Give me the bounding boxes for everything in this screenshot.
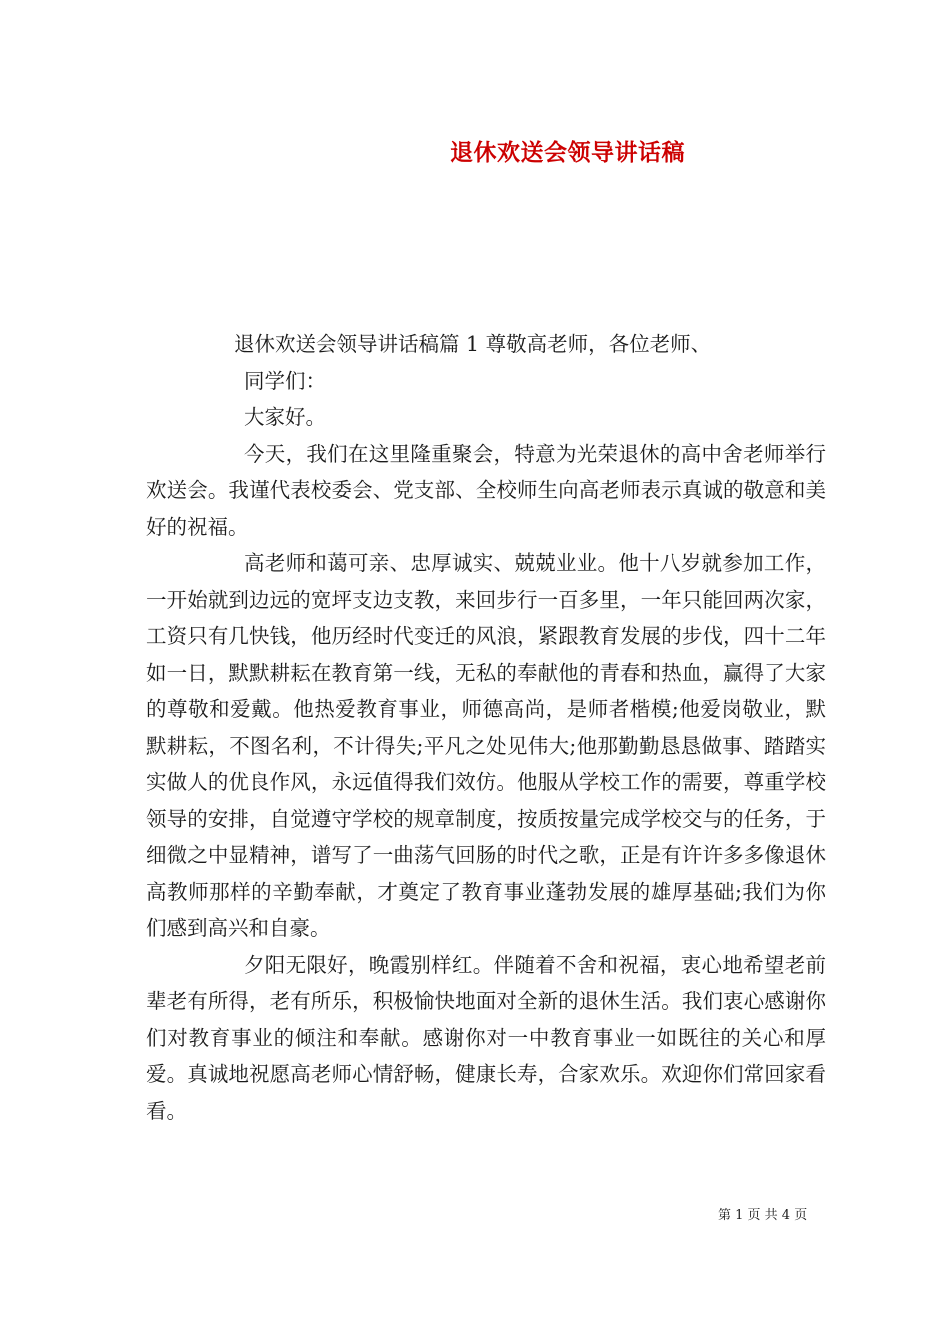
paragraph-greeting: 大家好。 [244, 405, 326, 429]
paragraph-opening: 退休欢送会领导讲话稿篇 1 尊敬高老师，各位老师、 [234, 332, 712, 356]
paragraph-tribute: 高老师和蔼可亲、忠厚诚实、兢兢业业。他十八岁就参加工作，一开始就到边远的宽坪支边支教，来回步行一百多里，一年只能回两次家，工资只有几快钱，他历经时代变迁的风浪，紧跟教育发展的步伐，四十二年如一日，默默耕耘在教育第一线，无私的奉献他的青春和热血，赢得了大家的尊敬和爱戴。他热爱教育事业，师德高尚，是师者楷模;他爱岗敬业，默默耕耘，不图名利，不计得失;平凡之处见伟大;他那勤勤恳恳做事、踏踏实实做人的优良作风，永远值得我们效仿。他服从学校工作的需要，尊重学校领导的安排，自觉遵守学校的规章制度，按质按量完成学校交与的任务，于细微之中显精神，谱写了一曲荡气回肠的时代之歌，正是有许许多多像退休高教师那样的辛勤奉献，才奠定了教育事业蓬勃发展的雄厚基础;我们为你们感到高兴和自豪。 [146, 551, 826, 940]
document-title: 退休欢送会领导讲话稿 [450, 139, 685, 166]
paragraph-introduction: 今天，我们在这里隆重聚会，特意为光荣退休的高中舍老师举行欢送会。我谨代表校委会、党支部、全校师生向高老师表示真诚的敬意和美好的祝福。 [146, 441, 826, 539]
paragraph-salutation: 同学们： [244, 368, 326, 393]
page-number: 第 1 页 共 4 页 [718, 1208, 808, 1223]
document-body [146, 326, 826, 1129]
paragraph-closing: 夕阳无限好，晚霞别样红。伴随着不舍和祝福，衷心地希望老前辈老有所得，老有所乐，积极愉快地面对全新的退休生活。我们衷心感谢你们对教育事业的倾注和奉献。感谢你对一中教育事业一如既往的关心和厚爱。真诚地祝愿高老师心情舒畅，健康长寿，合家欢乐。欢迎你们常回家看看。 [146, 952, 826, 1123]
